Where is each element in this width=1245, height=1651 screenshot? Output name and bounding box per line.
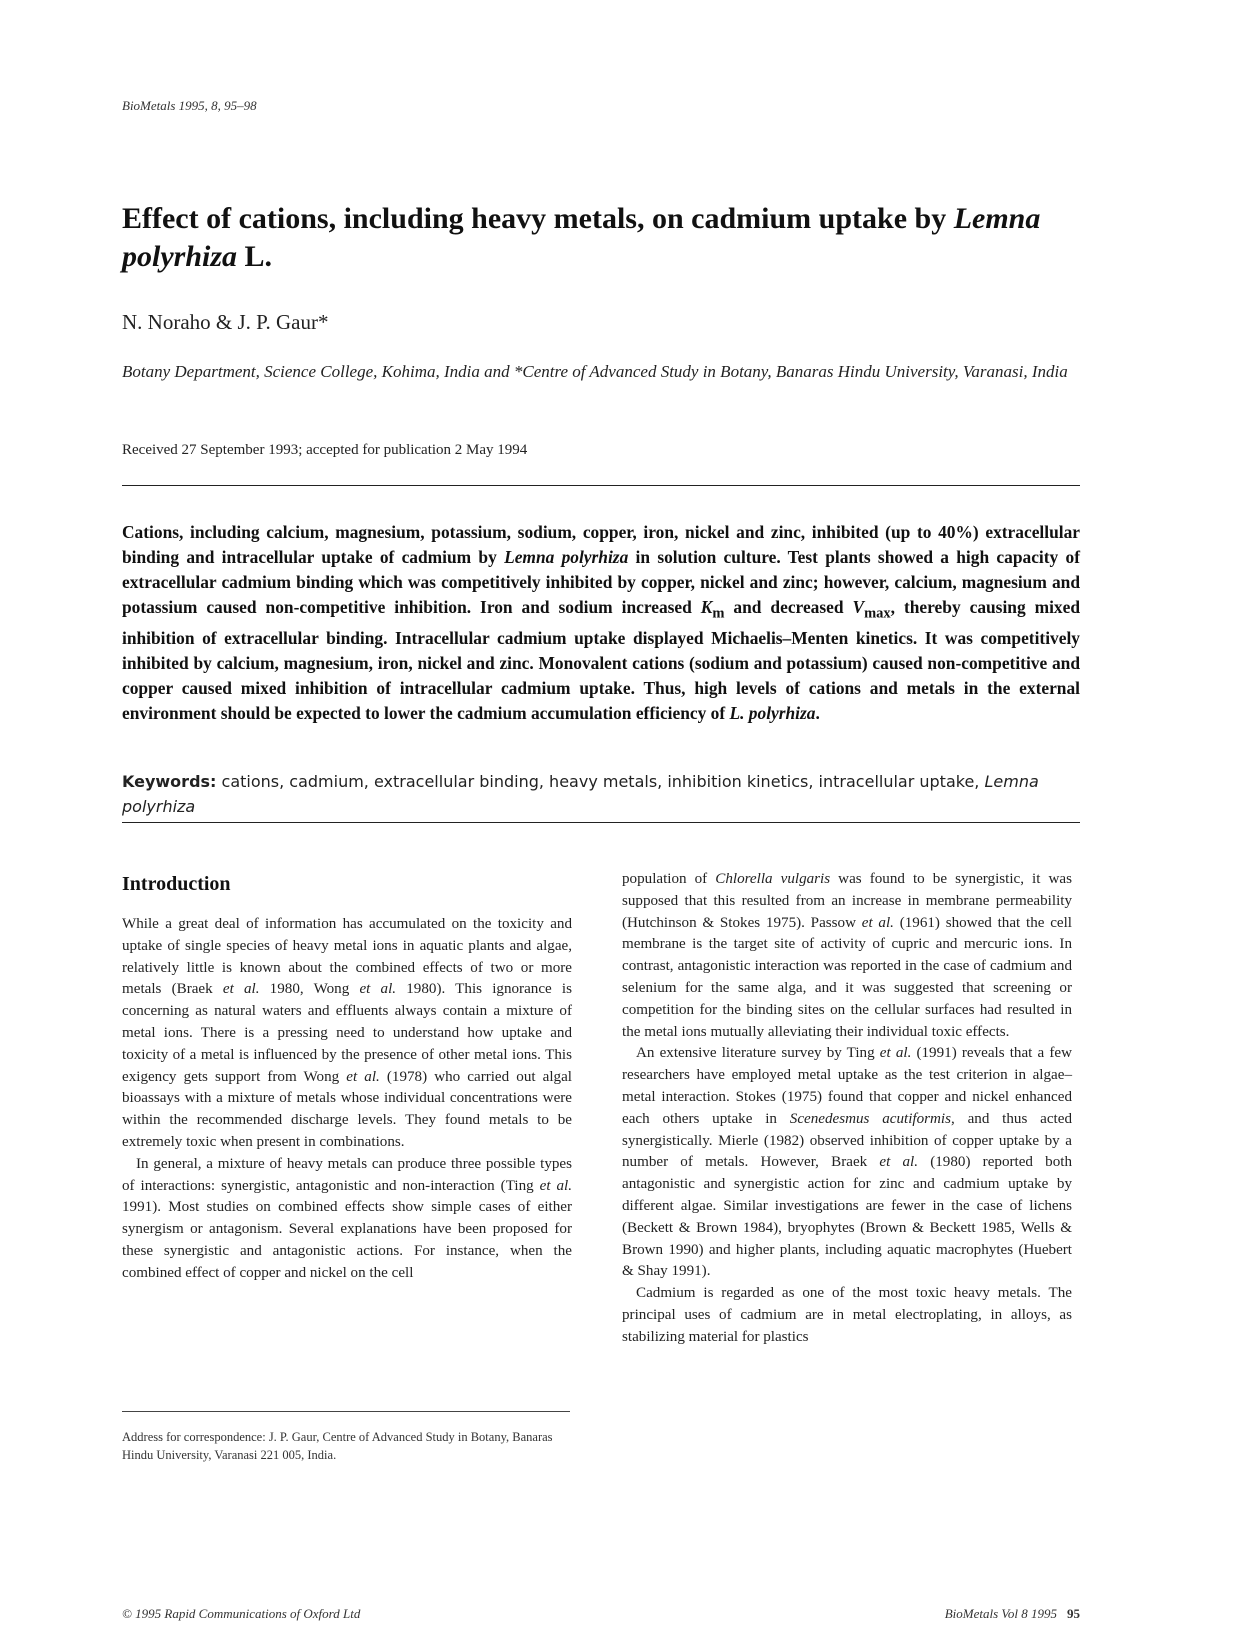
copyright-footer: © 1995 Rapid Communications of Oxford Ltd <box>122 1606 361 1621</box>
section-heading-introduction: Introduction <box>122 873 231 895</box>
keywords <box>122 769 1080 819</box>
paper-title <box>122 200 1082 276</box>
title-species: Lemna polyrhiza <box>122 202 1041 273</box>
right-column <box>622 869 1072 1349</box>
km-symbol: K <box>700 597 713 617</box>
page-number: 95 <box>1067 1606 1080 1621</box>
received-dates: Received 27 September 1993; accepted for publication 2 May 1994 <box>122 442 528 458</box>
abstract-text-1: Cations, including calcium, magnesium, potassium, sodium, copper, iron, nickel and zinc, inhibited (up to 40%) extracellular binding and intracellular uptake of cadmium by <box>122 522 1080 567</box>
vmax-symbol: V <box>852 597 865 617</box>
abstract-species: Lemna polyrhiza <box>504 547 629 567</box>
title-suffix: L. <box>237 240 273 273</box>
abstract-text-2: in solution culture. Test plants showed a high capacity of extracellular cadmium binding which was competitively inhibited by copper, nickel and zinc; however, calcium, magnesium and potassium caused non-competitive inhibition. Iron and sodium increased <box>122 547 1080 617</box>
right-paragraph-3: Cadmium is regarded as one of the most toxic heavy metals. The principal uses of cadmium are in metal electroplating, in alloys, as stabilizing material for plastics <box>622 1285 1072 1345</box>
divider-bottom <box>122 822 1080 823</box>
footnote-rule <box>122 1411 570 1412</box>
title-main: Effect of cations, including heavy metals, on cadmium uptake by <box>122 202 954 235</box>
abstract <box>122 520 1080 726</box>
keywords-text: cations, cadmium, extracellular binding, heavy metals, inhibition kinetics, intracellular uptake, <box>216 772 985 791</box>
km-subscript: m <box>712 605 725 622</box>
correspondence-footnote: Address for correspondence: J. P. Gaur, Centre of Advanced Study in Botany, Banaras Hindu University, Varanasi 221 005, India. <box>122 1430 553 1462</box>
abstract-text-5: . <box>815 703 820 724</box>
left-column <box>122 914 572 1285</box>
keywords-species: Lemna polyrhiza <box>122 772 1039 816</box>
abstract-text-3: and decreased <box>724 597 853 617</box>
left-paragraph-1: While a great deal of information has accumulated on the toxicity and uptake of single species of heavy metal ions in aquatic plants and algae, relatively little is known about the combined effects of two or more metals (Braek et al. 1980, Wong et al. 1980). This ignorance is concerning as natural waters and effluents always contain a mixture of metal ions. There is a pressing need to understand how uptake and toxicity of a metal is influenced by the presence of other metal ions. This exigency gets support from Wong et al. (1978) who carried out algal bioassays with a mixture of metals whose individual concentrations were within the recommended discharge levels. They found metals to be extremely toxic when present in combinations. <box>122 916 572 1150</box>
keywords-label: Keywords: <box>122 772 217 791</box>
authors: N. Noraho & J. P. Gaur* <box>122 310 329 334</box>
vmax-subscript: max <box>864 605 891 622</box>
left-paragraph-2: In general, a mixture of heavy metals can produce three possible types of interactions: synergistic, antagonistic and non-interaction (Ting et al. 1991). Most studies on combined effects show simple cases of either synergism or antagonism. Several explanations have been proposed for these synergistic and antagonistic actions. For instance, when the combined effect of copper and nickel on the cell <box>122 1155 572 1281</box>
journal-name: BioMetals Vol 8 1995 <box>944 1606 1057 1621</box>
right-paragraph-1: population of Chlorella vulgaris was found to be synergistic, it was supposed that this resulted from an increase in membrane permeability (Hutchinson & Stokes 1975). Passow et al. (1961) showed that the cell membrane is the target site of activity of cupric and mercuric ions. In contrast, antagonistic interaction was reported in the case of cadmium and selenium for the same alga, and it was suggested that screening or competition for the binding sites on the cellular surfaces had resulted in the metal ions mutually alleviating their individual toxic effects. <box>622 871 1072 1040</box>
journal-footer <box>900 1606 1080 1622</box>
affiliation: Botany Department, Science College, Kohima, India and *Centre of Advanced Study in Botany, Banaras Hindu University, Varanasi, India <box>122 362 1068 381</box>
abstract-text-4: , thereby causing mixed inhibition of extracellular binding. Intracellular cadmium uptake displayed Michaelis–Menten kinetics. It was competitively inhibited by calcium, magnesium, iron, nickel and zinc. Monovalent cations (sodium and potassium) caused non-competitive and copper caused mixed inhibition of intracellular cadmium uptake. Thus, high levels of cations and metals in the external environment should be expected to lower the cadmium accumulation efficiency of <box>122 597 1081 724</box>
divider-top <box>122 485 1080 486</box>
running-head: BioMetals 1995, 8, 95–98 <box>122 98 257 113</box>
right-paragraph-2: An extensive literature survey by Ting et al. (1991) reveals that a few researchers have employed metal uptake as the test criterion in algae–metal interaction. Stokes (1975) found that copper and nickel enhanced each others uptake in Scenedesmus acutiformis, and thus acted synergistically. Mierle (1982) observed inhibition of copper uptake by a number of metals. However, Braek et al. (1980) reported both antagonistic and synergistic action for zinc and cadmium uptake by different algae. Similar investigations are fewer in the case of lichens (Beckett & Brown 1984), bryophytes (Brown & Beckett 1985, Wells & Brown 1990) and higher plants, including aquatic macrophytes (Huebert & Shay 1991). <box>622 1045 1073 1280</box>
abstract-species-short: L. polyrhiza <box>729 703 816 724</box>
